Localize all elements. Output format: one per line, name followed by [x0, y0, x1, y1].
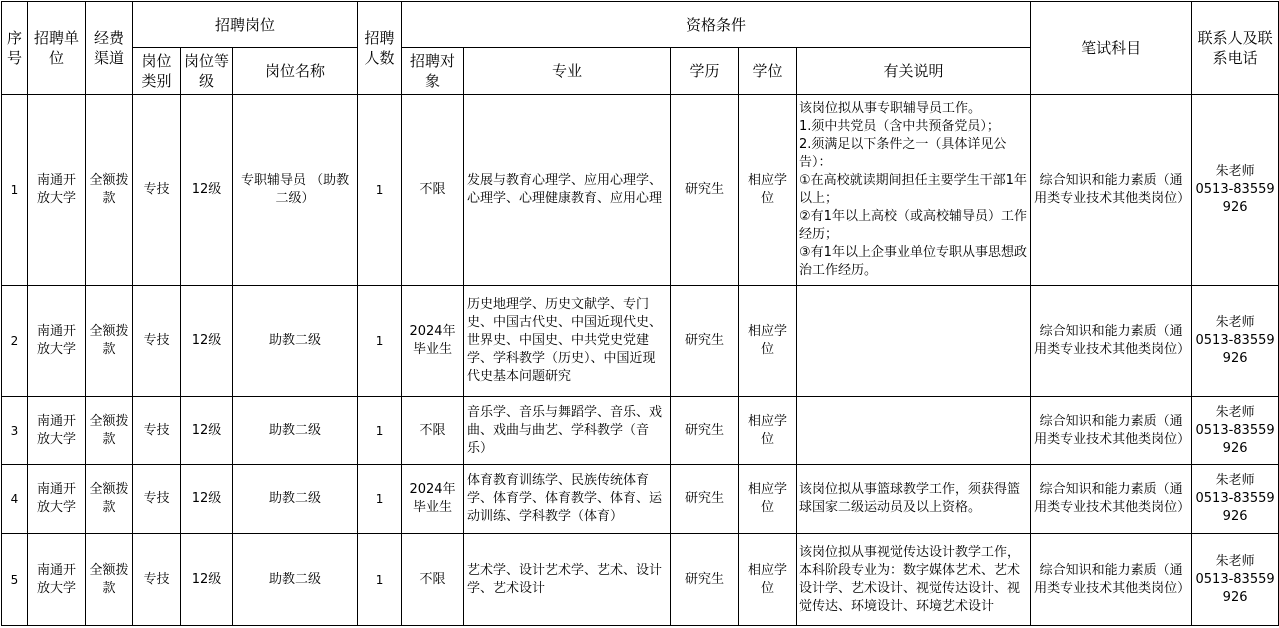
row-count: 1: [358, 95, 402, 286]
header-pos-type: 岗位类别: [133, 48, 181, 95]
contact-phone: 0513-83559926: [1195, 422, 1275, 456]
table-row: [2, 95, 1279, 286]
row-pos-type: 专技: [133, 534, 181, 626]
row-count: 1: [358, 286, 402, 397]
row-contact: [1192, 397, 1279, 465]
row-count: 1: [358, 534, 402, 626]
row-notes: [797, 534, 1031, 626]
row-pos-level: 12级: [181, 397, 233, 465]
row-pos-type: 专技: [133, 286, 181, 397]
header-target: 招聘对象: [402, 48, 464, 95]
recruitment-table: [1, 1, 1279, 626]
header-notes: 有关说明: [797, 48, 1031, 95]
row-notes: [797, 95, 1031, 286]
note-line: 该岗位拟从事专职辅导员工作。: [799, 101, 982, 116]
row-target: 不限: [402, 95, 464, 286]
contact-phone: 0513-83559926: [1195, 333, 1275, 366]
row-exam: 综合知识和能力素质（通用类专业技术其他类岗位）: [1031, 534, 1192, 626]
row-seq: 3: [2, 397, 28, 465]
contact-name: 朱老师: [1215, 404, 1255, 420]
row-count: 1: [358, 465, 402, 534]
row-degree: 相应学位: [739, 95, 797, 286]
row-target: 2024年毕业生: [402, 286, 464, 397]
row-funding: 全额拨款: [86, 534, 133, 626]
table-row: [2, 534, 1279, 626]
header-education: 学历: [671, 48, 739, 95]
row-funding: 全额拨款: [86, 465, 133, 534]
row-pos-name: 专职辅导员 （助教二级）: [233, 95, 358, 286]
row-unit: 南通开放大学: [28, 397, 86, 465]
row-contact: [1192, 465, 1279, 534]
row-major: 历史地理学、历史文献学、专门史、中国古代史、中国近现代史、世界史、中国史、中共党史党建学、学科教学（历史）、中国近现代史基本问题研究: [464, 286, 671, 397]
row-education: 研究生: [671, 286, 739, 397]
row-funding: 全额拨款: [86, 95, 133, 286]
row-seq: 5: [2, 534, 28, 626]
row-exam: 综合知识和能力素质（通用类专业技术其他类岗位）: [1031, 95, 1192, 286]
row-exam: 综合知识和能力素质（通用类专业技术其他类岗位）: [1031, 397, 1192, 465]
note-line: 该岗位拟从事篮球教学工作，须获得篮球国家二级运动员及以上资格。: [799, 482, 1021, 515]
row-pos-level: 12级: [181, 286, 233, 397]
table-row: [2, 465, 1279, 534]
row-degree: 相应学位: [739, 286, 797, 397]
contact-name: 朱老师: [1215, 553, 1255, 569]
row-contact: [1192, 286, 1279, 397]
row-pos-name: 助教二级: [233, 397, 358, 465]
row-exam: 综合知识和能力素质（通用类专业技术其他类岗位）: [1031, 465, 1192, 534]
row-major: 艺术学、设计艺术学、艺术、设计学、艺术设计: [464, 534, 671, 626]
note-line: ②有1年以上高校（或高校辅导员）工作经历；: [799, 209, 1027, 242]
row-major: 音乐学、音乐与舞蹈学、音乐、戏曲、戏曲与曲艺、学科教学（音乐）: [464, 397, 671, 465]
row-degree: 相应学位: [739, 465, 797, 534]
header-row-1: [2, 2, 1279, 48]
header-funding: 经费渠道: [86, 2, 133, 95]
row-unit: 南通开放大学: [28, 95, 86, 286]
header-pos-level: 岗位等级: [181, 48, 233, 95]
contact-phone: 0513-83559926: [1195, 491, 1275, 524]
row-target: 2024年毕业生: [402, 465, 464, 534]
header-unit: 招聘单位: [28, 2, 86, 95]
row-contact: [1192, 95, 1279, 286]
row-funding: 全额拨款: [86, 397, 133, 465]
row-major: 体育教育训练学、民族传统体育学、体育学、体育教学、体育、运动训练、学科教学（体育）: [464, 465, 671, 534]
row-seq: 2: [2, 286, 28, 397]
row-major: 发展与教育心理学、应用心理学、心理学、心理健康教育、应用心理: [464, 95, 671, 286]
header-degree: 学位: [739, 48, 797, 95]
note-line: 1.须中共党员（含中共预备党员）；: [799, 119, 1000, 134]
note-line: 该岗位拟从事视觉传达设计教学工作，本科阶段专业为：数字媒体艺术、艺术设计学、艺术设计、视觉传达设计、视觉传达、环境设计、环境艺术设计: [799, 544, 1021, 614]
row-degree: 相应学位: [739, 534, 797, 626]
row-pos-type: 专技: [133, 397, 181, 465]
row-pos-name: 助教二级: [233, 286, 358, 397]
header-qualification: 资格条件: [402, 2, 1031, 48]
row-notes: [797, 286, 1031, 397]
row-target: 不限: [402, 534, 464, 626]
header-contact: 联系人及联系电话: [1192, 2, 1279, 95]
contact-phone: 0513-83559926: [1195, 571, 1275, 605]
row-unit: 南通开放大学: [28, 465, 86, 534]
row-pos-level: 12级: [181, 465, 233, 534]
contact-name: 朱老师: [1215, 315, 1255, 330]
header-exam: 笔试科目: [1031, 2, 1192, 95]
contact-name: 朱老师: [1215, 473, 1255, 488]
row-seq: 1: [2, 95, 28, 286]
note-line: ①在高校就读期间担任主要学生干部1年以上；: [799, 173, 1027, 206]
row-education: 研究生: [671, 465, 739, 534]
header-major: 专业: [464, 48, 671, 95]
header-position-group: 招聘岗位: [133, 2, 358, 48]
row-pos-name: 助教二级: [233, 534, 358, 626]
row-degree: 相应学位: [739, 397, 797, 465]
row-education: 研究生: [671, 95, 739, 286]
note-line: 2.须满足以下条件之一（具体详见公告）：: [799, 137, 1007, 170]
row-notes: [797, 465, 1031, 534]
row-count: 1: [358, 397, 402, 465]
table-row: [2, 286, 1279, 397]
row-exam: 综合知识和能力素质（通用类专业技术其他类岗位）: [1031, 286, 1192, 397]
row-pos-type: 专技: [133, 465, 181, 534]
header-seq: 序号: [2, 2, 28, 95]
row-target: 不限: [402, 397, 464, 465]
row-notes: [797, 397, 1031, 465]
contact-name: 朱老师: [1215, 164, 1255, 179]
row-pos-level: 12级: [181, 95, 233, 286]
row-unit: 南通开放大学: [28, 534, 86, 626]
contact-phone: 0513-83559926: [1195, 182, 1275, 215]
row-seq: 4: [2, 465, 28, 534]
row-pos-type: 专技: [133, 95, 181, 286]
row-unit: 南通开放大学: [28, 286, 86, 397]
header-count: 招聘人数: [358, 2, 402, 95]
note-line: ③有1年以上企事业单位专职从事思想政治工作经历。: [799, 245, 1027, 278]
table-row: [2, 397, 1279, 465]
row-pos-name: 助教二级: [233, 465, 358, 534]
header-pos-name: 岗位名称: [233, 48, 358, 95]
row-education: 研究生: [671, 534, 739, 626]
row-contact: [1192, 534, 1279, 626]
row-funding: 全额拨款: [86, 286, 133, 397]
row-education: 研究生: [671, 397, 739, 465]
row-pos-level: 12级: [181, 534, 233, 626]
